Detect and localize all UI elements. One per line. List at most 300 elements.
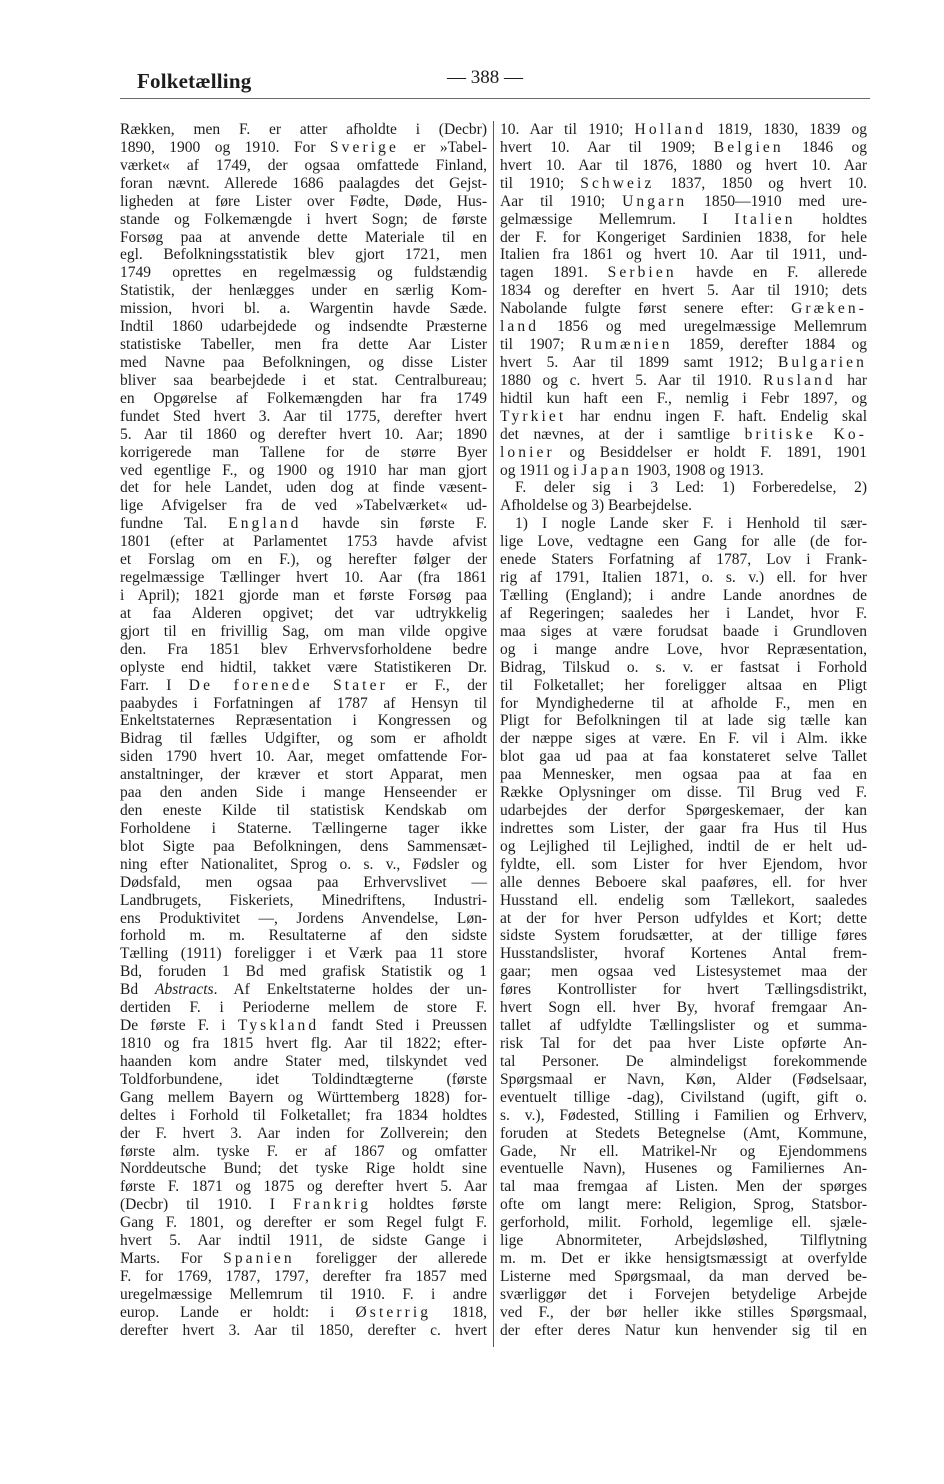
text-line xyxy=(500,569,867,587)
text-line xyxy=(120,121,487,139)
text-run: blot Sigte paa Befolkningen, dens Sammensæt- xyxy=(120,837,487,855)
text-line xyxy=(120,551,487,569)
text-run: paa den anden Side i mange Henseender er xyxy=(120,784,487,802)
text-run: haanden kom andre Stater med, tilskyndet ved xyxy=(120,1052,487,1070)
text-line xyxy=(500,748,867,766)
text-line xyxy=(500,838,867,856)
text-run: deltes i Forhold til Folketallet; fra 1834 holdtes xyxy=(120,1106,487,1124)
text-line xyxy=(500,1178,867,1196)
text-run: Listerne med Spørgsmaal, da man derved be- xyxy=(500,1268,867,1285)
text-line xyxy=(500,587,867,605)
text-line xyxy=(500,1053,867,1071)
text-line xyxy=(120,587,487,605)
left-column xyxy=(120,121,487,1340)
text-line xyxy=(120,1107,487,1125)
text-line xyxy=(120,802,487,820)
text-run: holdtes xyxy=(795,210,867,228)
text-line xyxy=(120,390,487,408)
text-line xyxy=(120,354,487,372)
text-line xyxy=(500,1286,867,1304)
text-run: 1846 og xyxy=(783,138,868,156)
text-run: med Navne paa Befolkningen, og disse Lister xyxy=(120,353,487,371)
text-line xyxy=(120,1089,487,1107)
text-run: foran nævnt. Allerede 1686 paalagdes det Gejst- xyxy=(120,174,487,192)
text-run: gaar; men ogsaa ved Listesystemet maa der xyxy=(500,963,867,981)
text-line xyxy=(500,336,867,354)
text-run: ligheden at føre Lister over Fødte, Døde, Hus- xyxy=(120,192,487,210)
text-line xyxy=(500,1107,867,1125)
text-line xyxy=(120,1160,487,1178)
text-run: 1890, 1900 og 1910. For xyxy=(120,138,330,156)
text-line xyxy=(500,856,867,874)
text-run: mission, hvori bl. a. Wargentin havde Sæde. xyxy=(120,300,487,318)
text-line xyxy=(120,605,487,623)
text-line xyxy=(500,175,867,193)
text-run: hvert 10. Aar til 1876, 1880 og hvert 10. Aar xyxy=(500,156,867,174)
text-run: har endnu ingen F. haft. Endelig skal xyxy=(566,407,867,425)
text-run: Gang F. 1801, og derefter er som Regel fulgt F. xyxy=(120,1214,487,1232)
text-line xyxy=(500,623,867,641)
text-line xyxy=(500,229,867,247)
spaced-emphasis: Japan xyxy=(581,461,633,479)
text-run: Indtil 1860 udarbejdede og indsendte Præsterne xyxy=(120,318,487,336)
text-run: hvert 5. Aar indtil 1911, de sidste Gange i xyxy=(120,1232,487,1250)
text-run: alle dennes Beboere skal paaføres, ell. for hver xyxy=(500,873,867,891)
text-run: fundne Tal. xyxy=(120,515,229,533)
text-run: Marts. For xyxy=(120,1250,224,1268)
text-run: og 1911 og i xyxy=(500,461,582,479)
text-run: sidste System forudsætter, at der tillige føres xyxy=(500,927,867,945)
text-line xyxy=(500,444,867,462)
text-run: Bidrag til fælles Udgifter, og som er afholdt xyxy=(120,730,487,748)
text-line xyxy=(500,1089,867,1107)
text-run: egl. Befolkningsstatistik blev gjort 1721, men xyxy=(120,246,487,264)
text-line xyxy=(120,1017,487,1035)
spaced-emphasis: England xyxy=(228,515,302,533)
text-line xyxy=(500,390,867,408)
text-line xyxy=(120,300,487,318)
text-line xyxy=(500,479,867,497)
text-line xyxy=(500,677,867,695)
text-line xyxy=(120,282,487,300)
text-line xyxy=(120,910,487,928)
text-line xyxy=(500,1035,867,1053)
text-run: 1834 og derefter en hvert 5. Aar til 1910; dets xyxy=(500,282,867,300)
text-run: er »Tabel- xyxy=(398,138,487,156)
italic-emphasis: Abstracts xyxy=(155,981,214,999)
text-line xyxy=(120,927,487,945)
text-line xyxy=(120,856,487,874)
text-run: s. v.), Fødested, Stilling i Familien og Erhverv, xyxy=(500,1106,867,1124)
text-line xyxy=(500,802,867,820)
text-line xyxy=(120,336,487,354)
text-run: Husstandslister, hvoraf Kortenes Antal frem- xyxy=(500,945,867,963)
text-line xyxy=(120,175,487,193)
text-run: i April); 1821 gjorde man et første Forsøg paa xyxy=(120,586,487,604)
text-line xyxy=(500,121,867,139)
text-line xyxy=(120,1232,487,1250)
text-run: Enkeltstaternes Repræsentation i Kongressen og xyxy=(120,712,487,730)
text-run: at der for hver Person udfyldes et Kort; dette xyxy=(500,909,867,927)
text-run: den. Fra 1851 blev Erhvervsforholdene bedre xyxy=(120,640,487,658)
text-line xyxy=(120,139,487,157)
text-run: eventuelt tillige -dag), Civilstand (ugift, gift o. xyxy=(500,1088,867,1106)
text-run: rig af 1791, Italien 1871, o. s. v.) ell. for hver xyxy=(500,569,867,587)
spaced-emphasis: Rusland xyxy=(763,371,836,389)
text-line xyxy=(500,641,867,659)
text-line xyxy=(500,1143,867,1161)
text-line xyxy=(500,264,867,282)
text-run: blot gaa ud paa at faa konstateret selve Tallet xyxy=(500,748,867,766)
text-line xyxy=(120,1196,487,1214)
text-run: 1810 og fra 1815 hvert flg. Aar til 1822; efter- xyxy=(120,1035,487,1053)
text-line xyxy=(120,1071,487,1089)
text-run: indrettes som Lister, der gaar fra Hus til Hus xyxy=(500,819,867,837)
text-run: fyldte, ell. som Lister for hver Ejendom, hvor xyxy=(500,855,867,873)
text-run: et Forslag om en F.), og herefter følger der xyxy=(120,551,487,569)
text-line xyxy=(500,211,867,229)
text-line xyxy=(120,659,487,677)
text-run: hvert 5. Aar til 1899 samt 1912; xyxy=(500,353,778,371)
text-line xyxy=(500,157,867,175)
text-run: F. deler sig i 3 Led: 1) Forberedelse, 2) xyxy=(515,479,867,497)
text-run: til Folketallet; her foreligger altsaa en Pligt xyxy=(500,676,867,694)
text-line xyxy=(120,784,487,802)
text-run: og i mange andre Love, hvor Repræsentation, xyxy=(500,640,867,658)
text-run: hvert 10. Aar til 1909; xyxy=(500,138,714,156)
text-line xyxy=(120,712,487,730)
text-line xyxy=(500,874,867,892)
text-run: 1859, derefter 1884 og xyxy=(672,336,867,354)
text-line xyxy=(120,372,487,390)
text-line xyxy=(500,282,867,300)
text-run: en Opgørelse af Folkemængden har fra 1749 xyxy=(120,389,487,407)
text-run: lige Afvigelser fra de ved »Tabelværket« ud- xyxy=(120,497,487,515)
text-run: oplyste end hidtil, takket være Statistikeren Dr. xyxy=(120,658,487,676)
text-run: og Besiddelser er holdt F. 1891, 1901 xyxy=(554,443,867,461)
text-line xyxy=(120,229,487,247)
text-line xyxy=(120,641,487,659)
text-line xyxy=(120,533,487,551)
text-line xyxy=(120,981,487,999)
text-line xyxy=(120,1053,487,1071)
text-run: ens Produktivitet —, Jordens Anvendelse, Løn- xyxy=(120,909,487,927)
running-header-title: Folketælling xyxy=(137,69,252,93)
text-run: Tælling (1911) foreligger i et Værk paa 11 store xyxy=(120,945,487,963)
text-run: tallet af udfyldte Tællingslister og et summa- xyxy=(500,1017,867,1035)
spaced-emphasis: Sverige xyxy=(329,138,399,156)
text-run: lige Love, vedtagne een Gang for alle (de for- xyxy=(500,533,867,551)
text-run: gerforhold, milit. Forhold, legemlige ell. sjæle- xyxy=(500,1214,867,1232)
text-line xyxy=(500,1017,867,1035)
text-run: anstaltninger, der kræver et stort Apparat, men xyxy=(120,766,487,784)
text-run: forhold m. m. Resultaterne af den sidste xyxy=(120,927,487,945)
text-line xyxy=(500,1322,867,1340)
spaced-emphasis: Tyskland xyxy=(237,1017,320,1035)
text-run: 1) I nogle Lande sker F. i Henhold til sær- xyxy=(515,515,867,533)
spaced-emphasis: Spanien xyxy=(223,1250,295,1268)
text-run: risk Tal for det paa hver Liste opførte An- xyxy=(500,1035,867,1053)
text-line xyxy=(120,874,487,892)
spaced-emphasis: Holland xyxy=(634,121,707,138)
text-run: er F., der xyxy=(387,676,487,694)
text-line xyxy=(500,981,867,999)
spaced-emphasis: Østerrig xyxy=(355,1303,432,1321)
text-line xyxy=(500,139,867,157)
text-run: Husstand ell. endelig som Tællekort, saaledes xyxy=(500,891,867,909)
text-run: tal maa fremgaa af Listen. Men der spørges xyxy=(500,1178,867,1196)
text-run: m. m. Det er ikke hensigtsmæssigt at overfylde xyxy=(500,1250,867,1268)
text-line xyxy=(120,569,487,587)
text-line xyxy=(120,246,487,264)
text-run: foruden at Stedets Betegnelse (Amt, Kommune, xyxy=(500,1124,867,1142)
text-run: 1819, 1830, 1839 og xyxy=(706,121,867,138)
text-line xyxy=(500,1125,867,1143)
text-run: eventuelle Navn), Husenes og Familiernes An- xyxy=(500,1160,867,1178)
header-rule xyxy=(120,98,870,99)
text-line xyxy=(500,1268,867,1286)
text-line xyxy=(500,695,867,713)
text-run: ved F., der bør heller ikke stilles Spørgsmaal, xyxy=(500,1303,867,1321)
text-line xyxy=(120,462,487,480)
text-line xyxy=(500,372,867,390)
text-line xyxy=(120,1322,487,1340)
text-run: paabydes i Forfatningen af 1787 af Hensyn til xyxy=(120,694,487,712)
text-line xyxy=(500,1232,867,1250)
text-run: Norddeutsche Bund; det tyske Rige holdt sine xyxy=(120,1160,487,1178)
text-line xyxy=(120,623,487,641)
text-run: det for hele Landet, uden dog at finde væsent- xyxy=(120,479,487,497)
text-run: korrigerede man Tallene for de større Byer xyxy=(120,443,487,461)
text-run: har xyxy=(835,371,867,389)
text-run: Bidrag, Tilskud o. s. v. er fastsat i Forhold xyxy=(500,658,867,676)
text-run: Dødsfald, men ogsaa paa Erhvervslivet — xyxy=(120,873,487,891)
text-line xyxy=(120,1214,487,1232)
text-line xyxy=(500,246,867,264)
text-run: europ. Lande er holdt: i xyxy=(120,1303,356,1321)
spaced-emphasis: Italien xyxy=(734,210,796,228)
text-run: Statistik, der henlægges under en særlig Kom- xyxy=(120,282,487,300)
text-line xyxy=(120,497,487,515)
text-run: der F. hvert 3. Aar inden for Zollverein; den xyxy=(120,1124,487,1142)
text-run: første alm. tyske F. er af 1867 og omfatter xyxy=(120,1142,487,1160)
spaced-emphasis: Schweiz xyxy=(580,174,655,192)
text-line xyxy=(500,354,867,372)
text-line xyxy=(120,766,487,784)
text-run: gelmæssige Mellemrum. I xyxy=(500,210,735,228)
text-line xyxy=(120,999,487,1017)
text-run: paa Mennesker, men ogsaa paa at faa en xyxy=(500,766,867,784)
text-line xyxy=(120,264,487,282)
text-line xyxy=(120,1304,487,1322)
text-line xyxy=(500,1196,867,1214)
text-line xyxy=(500,551,867,569)
text-line xyxy=(120,444,487,462)
spaced-emphasis: De forenede Stater xyxy=(188,676,388,694)
text-run: til 1910; xyxy=(500,174,581,192)
text-run: 1856 og med uregelmæssige Mellemrum xyxy=(539,318,867,336)
text-line xyxy=(500,712,867,730)
text-run: regelmæssige Tællinger hvert 10. Aar (fra 1861 xyxy=(120,569,487,587)
spaced-emphasis: Serbien xyxy=(607,264,677,282)
text-line xyxy=(120,426,487,444)
text-line xyxy=(120,1178,487,1196)
text-line xyxy=(500,730,867,748)
text-run: 1880 og c. hvert 5. Aar til 1910. xyxy=(500,371,764,389)
text-run: . Af Enkeltstaterne holdes der un- xyxy=(213,981,488,999)
text-line xyxy=(500,193,867,211)
text-line xyxy=(120,677,487,695)
spaced-emphasis: Rumænien xyxy=(580,336,673,354)
text-run: for Myndighederne til at afholde F., men en xyxy=(500,694,867,712)
text-run: Farr. I xyxy=(120,676,189,694)
text-run: 1850—1910 med ure- xyxy=(687,192,867,210)
text-run: uregelmæssige Mellemrum til 1910. F. i andre xyxy=(120,1285,487,1303)
text-run: 1818, xyxy=(431,1303,488,1321)
text-line xyxy=(120,1250,487,1268)
text-line xyxy=(500,945,867,963)
text-line xyxy=(500,1304,867,1322)
text-run: Afholdelse og 3) Bearbejdelse. xyxy=(500,497,692,515)
text-run: Tælling (England); i andre Lande anordnes de xyxy=(500,586,867,604)
text-run: Landbrugets, Fiskeriets, Minedriftens, Industri- xyxy=(120,891,487,909)
text-run: ved egentlige F., og 1900 og 1910 har man gjort xyxy=(120,461,487,479)
text-line xyxy=(120,193,487,211)
text-line xyxy=(120,730,487,748)
text-run: (Decbr) til 1910. I xyxy=(120,1196,293,1214)
text-run: stande og Folkemængde i hvert Sogn; de første xyxy=(120,210,487,228)
text-line xyxy=(500,1250,867,1268)
page-number: — 388 — xyxy=(447,67,523,88)
text-line xyxy=(500,784,867,802)
text-line xyxy=(500,820,867,838)
text-line xyxy=(500,408,867,426)
text-line xyxy=(500,659,867,677)
text-line xyxy=(500,318,867,336)
text-line xyxy=(120,820,487,838)
text-line xyxy=(120,1268,487,1286)
text-run: 1837, 1850 og hvert 10. xyxy=(654,174,867,192)
text-run: 1903, 1908 og 1913. xyxy=(632,461,764,479)
text-run: udarbejdes der derfor Spørgeskemaer, der kan xyxy=(500,802,867,820)
text-run: Forholdene i Staterne. Tællingerne tager ikke xyxy=(120,819,487,837)
text-run: tagen 1891. xyxy=(500,264,608,282)
text-line xyxy=(500,910,867,928)
text-run: Italien fra 1861 og hvert 10. Aar til 1911, und- xyxy=(500,246,867,264)
text-run: sværliggør det i Forvejen betydelige Arbejde xyxy=(500,1285,867,1303)
text-run: føres Kontrollister for hvert Tællingsdistrikt, xyxy=(500,981,867,999)
text-run: enede Staters Forfatning af 1787, Lov i Frank- xyxy=(500,551,867,569)
text-line xyxy=(500,426,867,444)
text-line xyxy=(500,497,867,515)
text-run: Bd, foruden 1 Bd med grafisk Statistik og 1 xyxy=(120,963,487,981)
spaced-emphasis: Bulgarien xyxy=(777,353,867,371)
text-run: Spørgsmaal er Navn, Køn, Alder (Fødselsaar, xyxy=(500,1070,867,1088)
text-line xyxy=(120,479,487,497)
text-line xyxy=(500,999,867,1017)
text-run: hidtil kun haft een F., nemlig i Febr 1897, og xyxy=(500,389,867,407)
text-run: hvert Sogn ell. hver By, hvoraf fremgaar An- xyxy=(500,999,867,1017)
spaced-emphasis: Tyrkiet xyxy=(500,407,567,425)
text-line xyxy=(500,1071,867,1089)
text-line xyxy=(120,515,487,533)
text-run: Nabolande fulgte først senere efter: xyxy=(500,300,792,318)
text-line xyxy=(120,963,487,981)
right-column xyxy=(500,121,867,1340)
text-run: værket« af 1749, der ogsaa omfattede Finland, xyxy=(120,156,487,174)
text-run: 1749 oprettes en regelmæssig og fuldstændig xyxy=(120,264,487,282)
text-run: ning efter Nationalitet, Sprog o. s. v., Fødsler og xyxy=(120,855,487,873)
text-run: Række Oplysninger om disse. Til Brug ved F. xyxy=(500,784,867,802)
text-run: derefter hvert 3. Aar til 1850, derefter c. hvert xyxy=(120,1321,487,1339)
text-run: der efter deres Natur kun henvender sig til en xyxy=(500,1321,867,1339)
text-line xyxy=(120,408,487,426)
text-line xyxy=(120,318,487,336)
spaced-emphasis: Frankrig xyxy=(292,1196,372,1214)
text-run: ofte om langt mere: Religion, Sprog, Statsbor- xyxy=(500,1196,867,1214)
text-run: Bd xyxy=(120,981,155,999)
text-line xyxy=(120,1125,487,1143)
text-run: der næppe siges at være. En F. vil i Alm. ikke xyxy=(500,730,867,748)
text-line xyxy=(120,157,487,175)
spaced-emphasis: Ungarn xyxy=(622,192,688,210)
text-run: De første F. i xyxy=(120,1017,238,1035)
text-run: tal Personer. De almindeligst forekommende xyxy=(500,1052,867,1070)
text-run: bliver saa bearbejdede i et stat. Centralbureau; xyxy=(120,371,487,389)
text-run: Pligt for Befolkningen til at lade sig tælle kan xyxy=(500,712,867,730)
spaced-emphasis: Græken- xyxy=(791,300,867,318)
text-line xyxy=(500,892,867,910)
text-line xyxy=(500,963,867,981)
spaced-emphasis: land xyxy=(500,318,540,336)
text-run: at faa Alderen opgivet; det var udtrykkelig xyxy=(120,604,487,622)
text-line xyxy=(500,927,867,945)
text-run: fundet Sted hvert 3. Aar til 1775, derefter hvert xyxy=(120,407,487,425)
text-run: holdtes første xyxy=(371,1196,487,1214)
text-run: og Lejlighed til Lejlighed, indtil de er helt ud- xyxy=(500,837,867,855)
text-line xyxy=(500,462,867,480)
text-run: Gang mellem Bayern og Württemberg 1828) for- xyxy=(120,1088,487,1106)
text-run: fandt Sted i Preussen xyxy=(319,1017,487,1035)
text-run: dertiden F. i Perioderne mellem de store F. xyxy=(120,999,487,1017)
text-line xyxy=(500,1160,867,1178)
text-line xyxy=(500,766,867,784)
text-line xyxy=(120,838,487,856)
text-line xyxy=(120,945,487,963)
text-run: af Regeringen; saaledes her i Landet, hvor F. xyxy=(500,604,867,622)
text-run: Rækken, men F. er atter afholdte i (Decbr) xyxy=(120,121,487,138)
text-run: Gade, Nr ell. Matrikel-Nr og Ejendommens xyxy=(500,1142,867,1160)
spaced-emphasis: Belgien xyxy=(713,138,784,156)
spaced-emphasis: lonier xyxy=(500,443,555,461)
text-run: Toldforbundene, idet Toldindtægterne (første xyxy=(120,1070,487,1088)
text-line xyxy=(120,1035,487,1053)
column-divider xyxy=(493,121,494,1347)
text-line xyxy=(500,533,867,551)
text-line xyxy=(500,515,867,533)
text-run: Forsøg paa at anvende dette Materiale til en xyxy=(120,228,487,246)
text-line xyxy=(120,892,487,910)
text-line xyxy=(500,605,867,623)
text-run: maa siges at være forudsat baade i Grundloven xyxy=(500,622,867,640)
text-line xyxy=(120,211,487,229)
text-run: statistiske Tabeller, men fra dette Aar Lister xyxy=(120,336,487,354)
text-run: den eneste Kilde til statistisk Kendskab om xyxy=(120,802,487,820)
text-line xyxy=(120,695,487,713)
text-run: 1801 (efter at Parlamentet 1753 havde afvist xyxy=(120,533,487,551)
text-run: Aar til 1910; xyxy=(500,192,623,210)
text-run: lige Abnormiteter, Arbejdsløshed, Tilflytning xyxy=(500,1232,867,1250)
